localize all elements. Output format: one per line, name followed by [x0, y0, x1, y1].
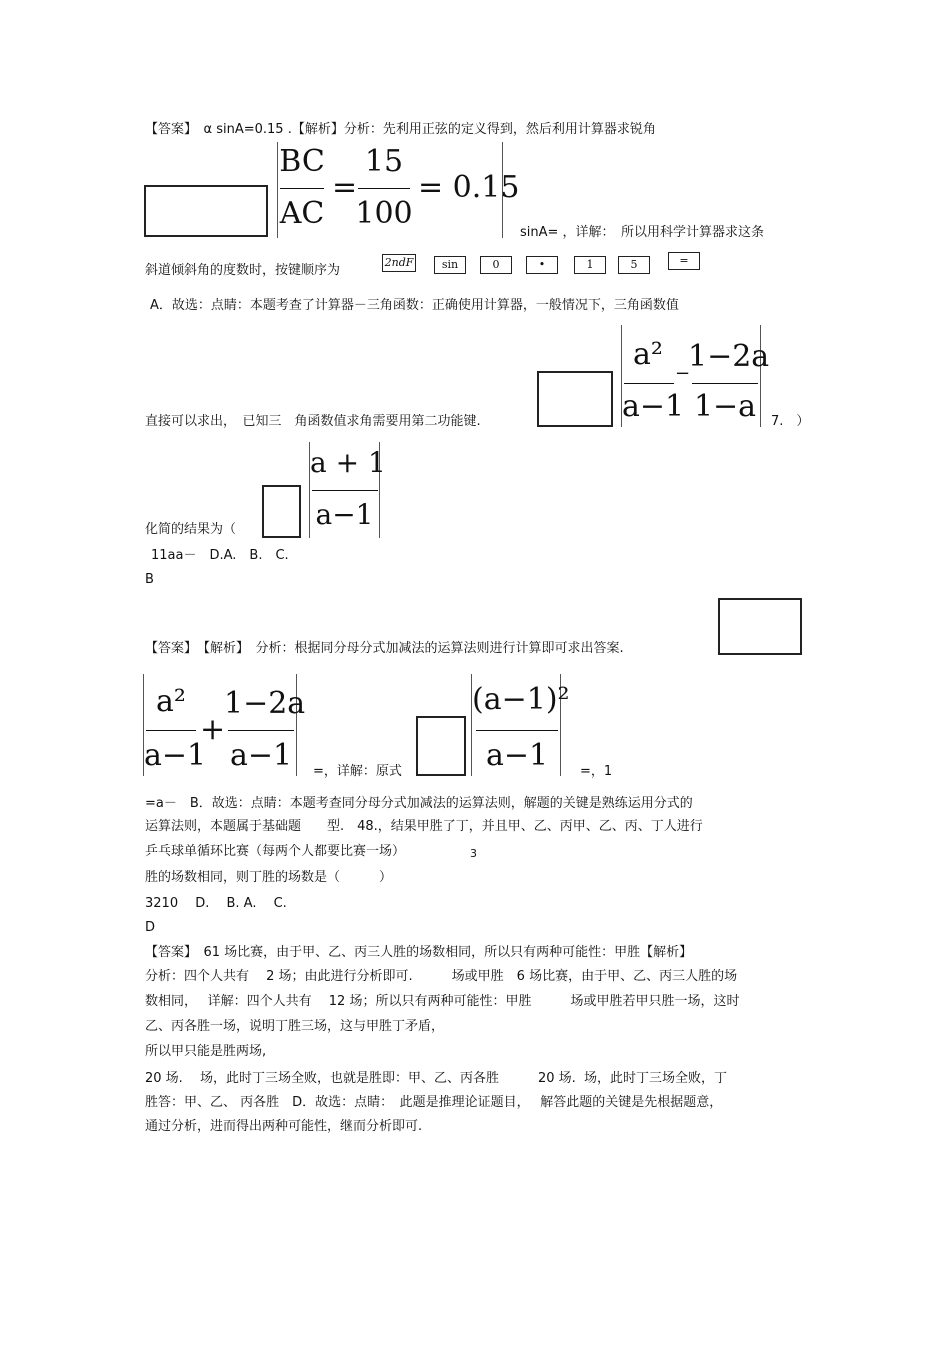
answer-line-16: D: [145, 920, 156, 935]
fraction-denominator: AC: [279, 196, 325, 231]
equals-sign: =: [332, 170, 358, 205]
fraction-bar: [312, 490, 378, 491]
calc-key-0: 0: [480, 256, 512, 274]
answer-line-9: 【答案】 【解析】 分析：根据同分母分式加减法的运算法则进行计算即可求出答案.: [145, 641, 624, 656]
fraction-bar: [358, 188, 410, 189]
fraction-bar: [624, 383, 674, 384]
calc-key-equals: =: [668, 252, 700, 270]
fraction-numerator: a + 1: [310, 446, 386, 479]
answer-line-5a: 直接可以求出， 已知三 角函数值求角需要用第二功能键.: [145, 414, 481, 429]
fraction-numerator: 15: [364, 144, 404, 179]
fraction-bar: [146, 730, 196, 731]
answer-line-7: 11aa－ D.A. B. C.: [151, 548, 289, 563]
fraction-denominator: 1−a: [693, 389, 757, 424]
formula-a-minus-1-squared: [471, 674, 570, 776]
answer-line-12: 运算法则，本题属于基础题 型. 48.，结果甲胜了丁，并且甲、乙、丙甲、乙、丙、丁人进行: [145, 819, 703, 834]
answer-line-10a: =，详解：原式: [313, 764, 402, 779]
answer-line-4: A．故选：点睛：本题考查了计算器－三角函数：正确使用计算器，一般情况下，三角函数值: [150, 298, 679, 313]
calc-key-dot: •: [526, 256, 558, 274]
result-value: = 0.15: [418, 170, 520, 205]
fraction-denominator: a−1: [485, 738, 549, 773]
fraction-denominator: a−1: [144, 738, 207, 773]
minus-sign: −: [675, 363, 691, 384]
fraction-denominator: 100: [355, 196, 413, 231]
answer-line-21: 所以甲只能是胜两场,: [145, 1044, 267, 1059]
blank-box-2: [537, 371, 613, 427]
formula-a-plus-1: [309, 442, 386, 538]
fraction-bar: [228, 730, 294, 731]
calc-key-1: 1: [574, 256, 606, 274]
answer-line-6: 化简的结果为（: [145, 522, 237, 537]
fraction-bar: [476, 730, 558, 731]
blank-box-4: [718, 598, 802, 655]
fraction-numerator: BC: [279, 144, 325, 179]
fraction-numerator: 1−2a: [688, 339, 770, 374]
answer-line-15: 3210 D. B. A. C.: [145, 896, 287, 911]
answer-line-13: 乒乓球单循环比赛（每两个人都要比赛一场）: [145, 844, 406, 859]
answer-line-19: 数相同， 详解：四个人共有 12 场；所以只有两种可能性：甲胜 场或甲胜若甲只胜一场，这时: [145, 994, 740, 1009]
answer-line-2: sinA= ，详解： 所以用科学计算器求这条: [520, 225, 765, 240]
answer-line-5b: 7. ）: [771, 414, 810, 429]
calc-key-sin: sin: [434, 256, 466, 274]
fraction-numerator: (a−1)²: [472, 682, 570, 717]
calc-key-5: 5: [618, 256, 650, 274]
answer-line-24: 通过分析，进而得出两种可能性，继而分析即可.: [145, 1119, 423, 1134]
formula-a2-plus: [143, 674, 306, 776]
fraction-denominator: a−1: [229, 738, 293, 773]
answer-line-1: 【答案】 α sinA=0.15 .【解析】分析：先利用正弦的定义得到，然后利用计算器求锐角: [145, 122, 656, 137]
answer-line-17: 【答案】 61 场比赛，由于甲、乙、丙三人胜的场数相同，所以只有两种可能性：甲胜【解析】: [145, 945, 693, 960]
answer-line-11: =a－ B．故选：点睛：本题考查同分母分式加减法的运算法则，解题的关键是熟练运用分式的: [145, 796, 693, 811]
blank-box-3: [262, 485, 301, 538]
answer-line-23: 胜答：甲、乙、 丙各胜 D．故选：点睛： 此题是推理论证题目， 解答此题的关键是先根据题意，: [145, 1095, 723, 1110]
blank-box-1: [144, 185, 268, 237]
formula-bc-over-ac: [277, 142, 520, 238]
fraction-numerator: a²: [633, 337, 663, 372]
answer-line-13b: 3: [470, 847, 477, 860]
answer-line-14: 胜的场数相同，则丁胜的场数是（ ）: [145, 870, 393, 885]
fraction-denominator: a−1: [622, 389, 685, 424]
fraction-denominator: a−1: [315, 498, 374, 531]
fraction-bar: [692, 383, 758, 384]
plus-sign: +: [200, 712, 226, 747]
answer-line-18: 分析：四个人共有 2 场；由此进行分析即可. 场或甲胜 6 场比赛，由于甲、乙、丙三人胜的场: [145, 969, 738, 984]
answer-line-10b: =，1: [580, 764, 613, 779]
answer-line-22: 20 场. 场，此时丁三场全败，也就是胜即：甲、乙、丙各胜 20 场. 场，此时丁三场全败，丁: [145, 1071, 728, 1086]
answer-line-3: 斜道倾斜角的度数时，按键顺序为: [145, 263, 341, 278]
calc-key-2ndf: 2ndF: [382, 254, 416, 272]
fraction-bar: [280, 188, 324, 189]
answer-line-8: B: [145, 572, 154, 587]
answer-line-20: 乙、丙各胜一场，说明丁胜三场，这与甲胜丁矛盾，: [145, 1019, 445, 1034]
formula-a2-minus: [621, 325, 770, 427]
fraction-numerator: a²: [156, 684, 186, 719]
fraction-numerator: 1−2a: [224, 686, 306, 721]
blank-box-5: [416, 716, 466, 776]
